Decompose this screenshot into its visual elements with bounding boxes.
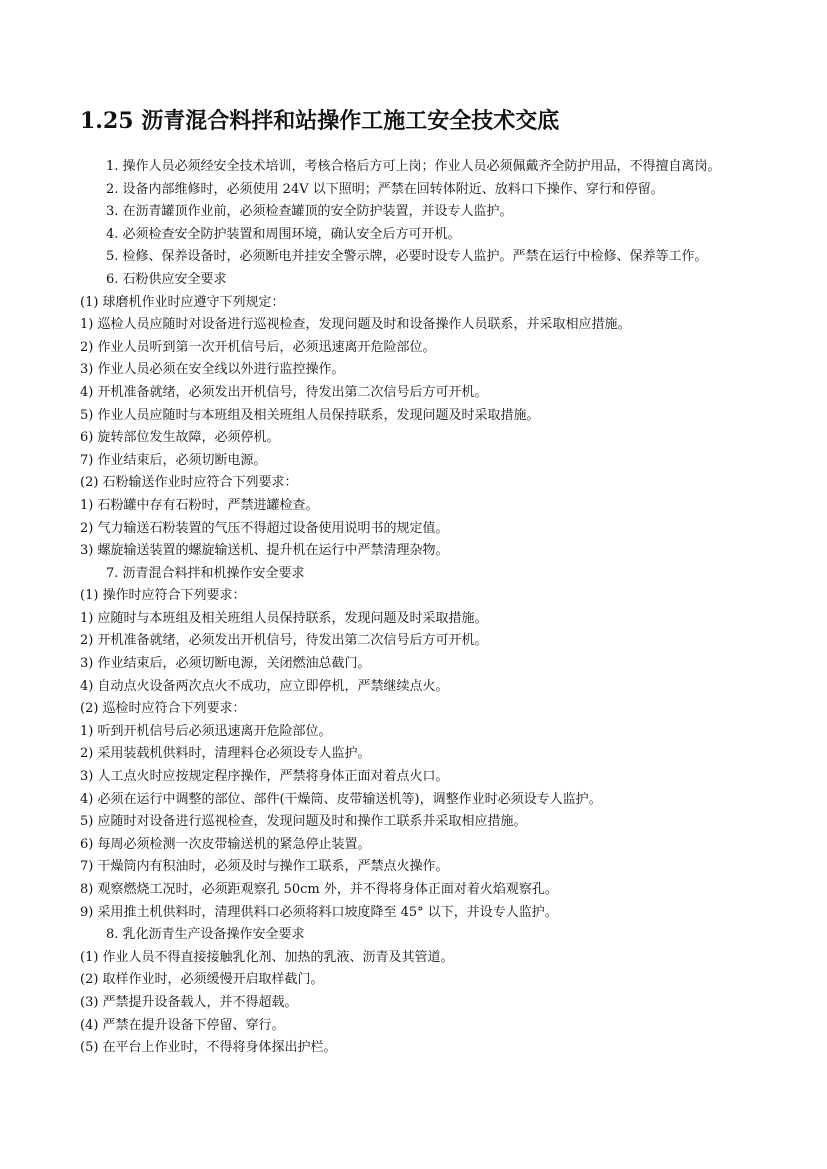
list-item: 5) 应随时对设备进行巡视检查，发现问题及时和操作工联系并采取相应措施。 xyxy=(80,814,527,830)
section-paragraph: 6. 石粉供应安全要求 xyxy=(106,271,227,287)
list-item: 6) 每周必须检测一次皮带输送机的紧急停止装置。 xyxy=(80,836,371,852)
list-item: (2) 巡检时应符合下列要求： xyxy=(80,701,246,717)
list-item: 3) 作业结束后，必须切断电源，关闭燃油总截门。 xyxy=(80,656,371,672)
list-item: 3) 作业人员必须在安全线以外进行监控操作。 xyxy=(80,362,345,378)
document-title: 1.25 沥青混合料拌和站操作工施工安全技术交底 xyxy=(80,108,560,134)
list-item: 5) 作业人员应随时与本班组及相关班组人员保持联系，发现问题及时采取措施。 xyxy=(80,407,540,423)
list-item: (5) 在平台上作业时，不得将身体探出护栏。 xyxy=(80,1040,337,1056)
list-item: (4) 严禁在提升设备下停留、穿行。 xyxy=(80,1017,285,1033)
list-item: (1) 球磨机作业时应遵守下列规定： xyxy=(80,294,285,310)
list-item: 4) 自动点火设备两次点火不成功，应立即停机，严禁继续点火。 xyxy=(80,678,449,694)
list-item: (1) 作业人员不得直接接触乳化剂、加热的乳液、沥青及其管道。 xyxy=(80,949,454,965)
list-item: 2) 采用装载机供料时，清理料仓必须设专人监护。 xyxy=(80,746,371,762)
section-paragraph: 7. 沥青混合料拌和机操作安全要求 xyxy=(106,565,305,581)
list-item: 8) 观察燃烧工况时，必须距观察孔 50cm 外，并不得将身体正面对着火焰观察孔。 xyxy=(80,882,558,897)
section-paragraph: 3. 在沥青罐顶作业前，必须检查罐顶的安全防护装置，并设专人监护。 xyxy=(106,204,513,220)
list-item: (1) 操作时应符合下列要求： xyxy=(80,588,246,604)
list-item: 7) 干燥筒内有积油时，必须及时与操作工联系，严禁点火操作。 xyxy=(80,859,449,875)
section-paragraph: 1. 操作人员必须经安全技术培训，考核合格后方可上岗；作业人员必须佩戴齐全防护用品，不得擅自离岗。 xyxy=(106,159,721,174)
list-item: 6) 旋转部位发生故障，必须停机。 xyxy=(80,430,280,446)
document-body xyxy=(80,156,750,1060)
list-item: 1) 听到开机信号后必须迅速离开危险部位。 xyxy=(80,723,332,739)
list-item: 1) 巡检人员应随时对设备进行巡视检查，发现问题及时和设备操作人员联系，并采取相应措施。 xyxy=(80,317,631,333)
list-item: 3) 人工点火时应按规定程序操作，严禁将身体正面对着点火口。 xyxy=(80,769,449,785)
list-item: (2) 取样作业时，必须缓慢开启取样截门。 xyxy=(80,972,324,988)
section-paragraph: 4. 必须检查安全防护装置和周围环境，确认安全后方可开机。 xyxy=(106,226,461,242)
list-item: 2) 开机准备就绪，必须发出开机信号，待发出第二次信号后方可开机。 xyxy=(80,633,488,649)
list-item: 1) 石粉罐中存有石粉时，严禁进罐检查。 xyxy=(80,497,319,513)
list-item: 2) 作业人员听到第一次开机信号后，必须迅速离开危险部位。 xyxy=(80,339,436,355)
list-item: 9) 采用推土机供料时，清理供料口必须将料口坡度降至 45° 以下，并设专人监护。 xyxy=(80,904,558,920)
list-item: (3) 严禁提升设备载人，并不得超载。 xyxy=(80,994,298,1010)
list-item: 7) 作业结束后，必须切断电源。 xyxy=(80,452,267,468)
section-paragraph: 8. 乳化沥青生产设备操作安全要求 xyxy=(106,927,305,943)
list-item: 1) 应随时与本班组及相关班组人员保持联系，发现问题及时采取措施。 xyxy=(80,610,488,626)
list-item: 3) 螺旋输送装置的螺旋输送机、提升机在运行中严禁清理杂物。 xyxy=(80,543,449,559)
section-paragraph: 2. 设备内部维修时，必须使用 24V 以下照明；严禁在回转体附近、放料口下操作、穿行和停留。 xyxy=(106,181,664,197)
list-item: 4) 开机准备就绪，必须发出开机信号，待发出第二次信号后方可开机。 xyxy=(80,384,488,400)
list-item: (2) 石粉输送作业时应符合下列要求： xyxy=(80,475,298,491)
list-item: 2) 气力输送石粉装置的气压不得超过设备使用说明书的规定值。 xyxy=(80,520,449,536)
list-item: 4) 必须在运行中调整的部位、部件(干燥筒、皮带输送机等)，调整作业时必须设专人监护。 xyxy=(80,791,602,807)
section-paragraph: 5. 检修、保养设备时，必须断电并挂安全警示牌，必要时设专人监护。严禁在运行中检修、保养等工作。 xyxy=(106,249,708,265)
